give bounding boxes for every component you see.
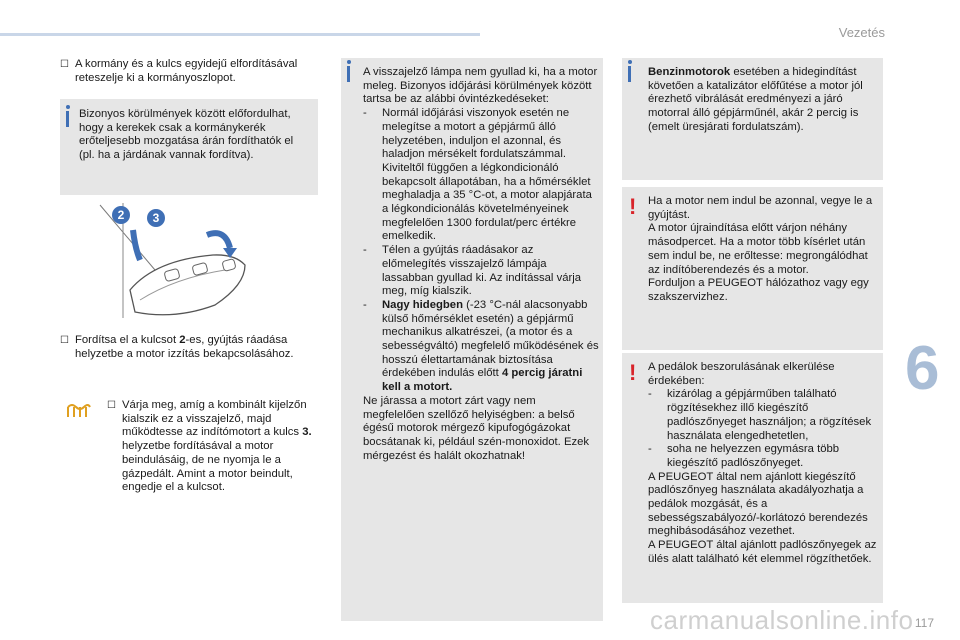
floor-mat-intro: A pedálok beszorulásának elkerülése érdekében:	[648, 361, 835, 387]
info-box-steering-text: Bizonyos körülmények között előfordulhat, hogy a kerekek csak a kormánykerék erőteljesebb mozgatása árán fordíthatók el (pl. ha a járdának vannak fordítva).	[79, 108, 294, 162]
petrol-engine-text: Benzinmotorok esetében a hidegindítást követően a katalizátor előfűtése a motor jól érezhető vibrálását eredményezi a járó motorral álló gépjárműnél, akár 2 percig is (emelt üresjárati fordulatszám).	[648, 66, 863, 133]
glow-plug-warning-icon	[66, 403, 92, 419]
engine-start-warning-box	[622, 187, 883, 350]
exhaust-warning-text: Ne járassa a motort zárt vagy nem megfelelően szellőző helyiségben: a belső égésű motorok mérgező kipufogógázokat bocsátanak ki, például szén-monoxidot. Ezek mérgezést és halált okozhatnak!	[363, 394, 590, 462]
list-item: - kizárólag a gépjárműben található rögzítésekhez illő kiegészítő padlószőnyeget használjon; a rögzítések használata elengedhetetlen,	[648, 388, 872, 442]
checkbox-bullet-icon: ☐	[60, 59, 69, 70]
list-item: - Télen a gyújtás ráadásakor az előmelegítés visszajelző lámpája lassabban gyullad ki. Az indítással várja meg, míg kialszik.	[363, 244, 582, 298]
petrol-engine-box	[622, 58, 883, 180]
list-item: - soha ne helyezzen egymásra több kiegészítő padlószőnyeget.	[648, 443, 840, 469]
list-item: - Nagy hidegben (-23 °C-nál alacsonyabb külső hőmérséklet esetén) a gépjármű mechanikus alkatrészei, (a motor és a sebességváltó) megfelelő működésének és hosszú élettartamának biztosítása érdekében indulás előtt 4 percig járatni kell a motort.	[363, 298, 599, 394]
list-item: - Normál időjárási viszonyok esetén ne melegítse a motort a gépjármű álló helyzetében, induljon el azonnal, és haladjon mérsékelt fordulatszámmal. Kiviteltől függően a légkondicionáló bekapcsolt állapotában, ha a hőmérséklet meghaladja a 35 °C-ot, a motor alapjárata a légkondicionálás követelményeinek megfelelően 1300 fordulat/perc értékre emelkedik.	[363, 107, 592, 243]
info-icon	[347, 66, 350, 82]
cold-weather-intro: A visszajelző lámpa nem gyullad ki, ha a motor meleg. Bizonyos időjárási körülmények között tartsa be az alábbi óvintézkedéseket:	[363, 66, 598, 106]
info-icon	[66, 111, 69, 127]
steering-unlock-text: A kormány és a kulcs egyidejű elfordításával reteszelje ki a kormányoszlopot.	[75, 58, 298, 84]
watermark: carmanualsonline.info	[650, 605, 914, 635]
header-rule	[0, 33, 480, 36]
section-title: Vezetés	[838, 25, 885, 40]
warning-icon: !	[629, 194, 637, 219]
wait-text: Várja meg, amíg a kombinált kijelzőn kialszik ez a visszajelző, majd működtesse az indítómotort a kulcs 3. helyzetbe fordításával a motor beindulásáig, de ne nyomja le a gázpedált. Amint a motor beindult, engedje el a kulcsot.	[122, 399, 312, 494]
ignition-text: Fordítsa el a kulcsot 2-es, gyújtás ráadása helyzetbe a motor izzítás bekapcsolásához.	[75, 334, 294, 360]
floor-mat-outro: A PEUGEOT által nem ajánlott kiegészítő padlószőnyeg használata akadályozhatja a pedálok mozgását, és a sebességszabályozó/-korlátozó berendezés meghibásodásához vezethet. A PEUGEOT által ajánlott padlószőnyegek az ülés alatt található két elemmel rögzíthetőek.	[648, 470, 877, 565]
warning-icon: !	[629, 360, 637, 385]
info-box-steering	[60, 99, 318, 195]
cold-weather-box	[341, 58, 603, 621]
figure-label-3: 3	[147, 209, 165, 227]
figure-label-2: 2	[112, 206, 130, 224]
info-icon	[628, 66, 631, 82]
page-number: 117	[914, 616, 934, 630]
floor-mat-content	[648, 361, 880, 567]
chapter-number: 6	[905, 334, 940, 403]
checkbox-bullet-icon: ☐	[107, 400, 116, 411]
checkbox-bullet-icon: ☐	[60, 335, 69, 346]
engine-start-warning-text: Ha a motor nem indul be azonnal, vegye le a gyújtást. A motor újraindítása előtt várjon néhány másodpercet. Ha a motor több kísérlet után sem indul be, ne erőltesse: megrongálódhat az indítóberendezés és a motor. Forduljon a PEUGEOT hálózathoz vagy egy szakszervizhez.	[648, 195, 873, 303]
floor-mat-warning-box	[622, 353, 883, 603]
key-figure	[95, 200, 255, 325]
cold-weather-content	[363, 66, 599, 463]
